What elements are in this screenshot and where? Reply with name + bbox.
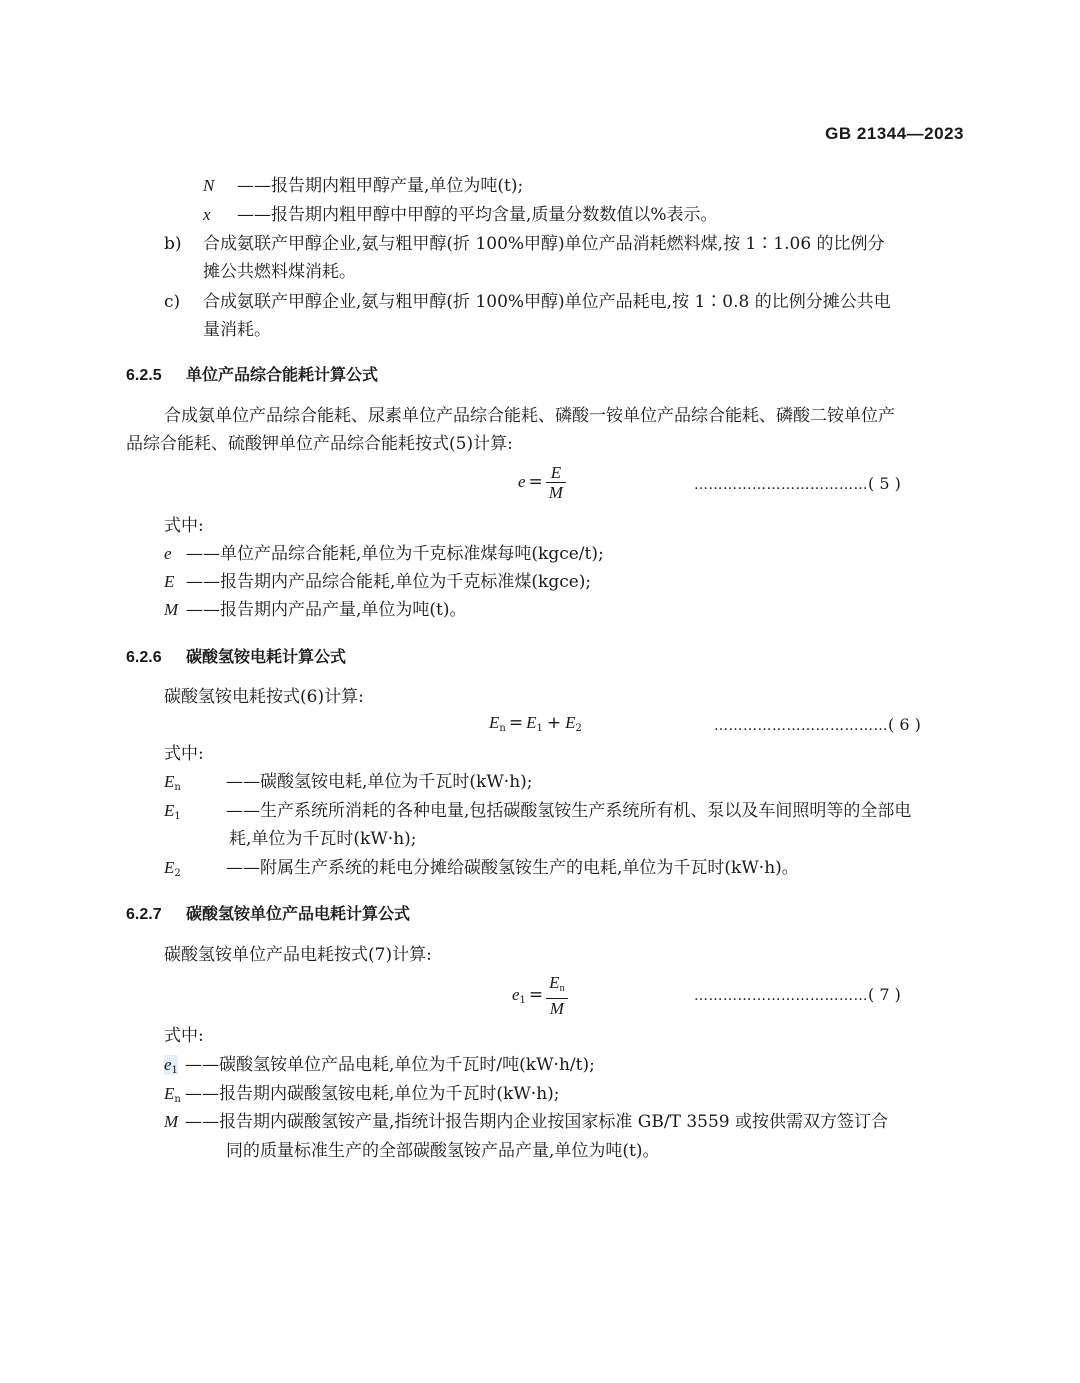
def-text: ——报告期内产品产量,单位为吨(t)。 — [186, 600, 467, 620]
section-number: 6.2.6 — [126, 649, 162, 666]
equation-number: ( 5 ) — [868, 474, 901, 493]
section-number: 6.2.5 — [126, 367, 162, 384]
formula-7: $e_1$ = $\frac{E_n}{M}$ — [512, 973, 568, 1018]
fraction-denominator: M — [548, 483, 563, 502]
fraction — [546, 973, 567, 1018]
def-text: ——附属生产系统的耗电分摊给碳酸氢铵生产的电耗,单位为千瓦时(kW·h)。 — [226, 858, 799, 878]
list-item-c-line1: 合成氨联产甲醇企业,氨与粗甲醇(折 100%甲醇)单位产品耗电,按 1∶0.8 的比例分摊公共电 — [203, 292, 891, 312]
def-row — [164, 1108, 178, 1136]
equation-number: ( 7 ) — [868, 985, 901, 1004]
list-item-b-label: b) — [164, 234, 182, 254]
def-symbol: E — [164, 772, 175, 791]
def-text: ——碳酸氢铵电耗,单位为千瓦时(kW·h); — [226, 772, 533, 792]
formula-lhs-subscript: n — [499, 723, 506, 734]
where-label: 式中: — [164, 1026, 204, 1046]
section-heading-6-2-5 — [126, 362, 378, 385]
section-heading-6-2-7 — [126, 901, 410, 924]
formula-5: e = $\frac{E}{M}$ — [518, 463, 566, 502]
def-symbol: e — [164, 544, 172, 563]
def-row — [164, 854, 181, 888]
def-symbol: E — [164, 858, 175, 877]
where-label: 式中: — [164, 744, 204, 764]
fraction — [546, 463, 566, 502]
list-item-c-line2: 量消耗。 — [203, 320, 271, 340]
def-symbol-subscript: 1 — [174, 811, 181, 822]
def-symbol: E — [164, 1084, 175, 1103]
section-heading-6-2-6 — [126, 644, 346, 667]
formula-term: E — [526, 713, 537, 732]
fraction-numerator: E — [549, 973, 560, 992]
def-symbol: E — [164, 801, 175, 820]
section-title: 碳酸氢铵单位产品电耗计算公式 — [186, 906, 411, 923]
def-text: ——报告期内碳酸氢铵产量,指统计报告期内企业按国家标准 GB/T 3559 或按供需双方签订合 — [185, 1112, 889, 1132]
equation-leader-7 — [694, 985, 901, 1004]
def-symbol-subscript: 2 — [174, 868, 181, 879]
equation-leader-5 — [694, 474, 901, 493]
def-text: ——报告期内粗甲醇产量,单位为吨(t); — [237, 176, 524, 196]
paragraph-line: 碳酸氢铵电耗按式(6)计算: — [164, 687, 364, 707]
equation-leader-6 — [714, 715, 921, 734]
def-symbol: M — [164, 600, 179, 619]
def-symbol: e — [164, 1055, 172, 1074]
formula-term-subscript: 2 — [575, 723, 582, 734]
paragraph-line: 品综合能耗、硫酸钾单位产品综合能耗按式(5)计算: — [126, 434, 513, 454]
formula-term: E — [565, 713, 576, 732]
formula-lhs-subscript: 1 — [519, 995, 526, 1006]
paragraph-line: 合成氨单位产品综合能耗、尿素单位产品综合能耗、磷酸一铵单位产品综合能耗、磷酸二铵单位产 — [164, 406, 895, 426]
def-symbol-subscript: n — [174, 1094, 181, 1105]
list-item-b-line2: 摊公共燃料煤消耗。 — [203, 262, 356, 282]
def-row-x — [203, 201, 718, 229]
formula-lhs: e — [518, 472, 526, 491]
formula-lhs: e — [512, 985, 520, 1004]
list-item-c-label: c) — [164, 292, 181, 312]
leader-dots: ……………………………… — [714, 718, 888, 734]
def-row — [164, 596, 467, 624]
paragraph-line: 碳酸氢铵单位产品电耗按式(7)计算: — [164, 945, 432, 965]
where-label: 式中: — [164, 516, 204, 536]
equation-number: ( 6 ) — [888, 715, 921, 734]
def-symbol: M — [164, 1112, 179, 1131]
def-symbol: E — [164, 572, 175, 591]
section-title: 单位产品综合能耗计算公式 — [186, 367, 379, 384]
formula-6: $E_n = E_1 + E_2$ — [489, 713, 582, 734]
def-text-continued: 耗,单位为千瓦时(kW·h); — [229, 829, 417, 849]
def-row-N — [203, 172, 523, 200]
def-row — [164, 568, 591, 596]
def-text: ——单位产品综合能耗,单位为千克标准煤每吨(kgce/t); — [186, 544, 604, 564]
section-title: 碳酸氢铵电耗计算公式 — [186, 649, 347, 666]
def-row — [164, 797, 181, 831]
def-symbol: N — [203, 176, 215, 195]
def-row — [164, 540, 604, 568]
def-text: ——报告期内粗甲醇中甲醇的平均含量,质量分数数值以%表示。 — [237, 205, 718, 225]
def-text: ——报告期内产品综合能耗,单位为千克标准煤(kgce); — [186, 572, 592, 592]
formula-term-subscript: 1 — [536, 723, 543, 734]
leader-dots: ……………………………… — [694, 477, 868, 493]
def-text: ——报告期内碳酸氢铵电耗,单位为千瓦时(kW·h); — [185, 1084, 560, 1104]
highlighted-symbol — [164, 1055, 178, 1075]
def-symbol-subscript: 1 — [171, 1065, 178, 1076]
leader-dots: ……………………………… — [694, 988, 868, 1004]
def-text: ——生产系统所消耗的各种电量,包括碳酸氢铵生产系统所有机、泵以及车间照明等的全部电 — [226, 801, 912, 821]
def-symbol: x — [203, 205, 211, 224]
fraction-denominator: M — [549, 999, 564, 1018]
def-text: ——碳酸氢铵单位产品电耗,单位为千瓦时/吨(kW·h/t); — [185, 1055, 595, 1075]
def-text-continued: 同的质量标准生产的全部碳酸氢铵产品产量,单位为吨(t)。 — [226, 1141, 660, 1161]
fraction-numerator-subscript: n — [559, 983, 565, 994]
list-item-b-line1: 合成氨联产甲醇企业,氨与粗甲醇(折 100%甲醇)单位产品消耗燃料煤,按 1∶1.06 的比例分 — [203, 234, 885, 254]
fraction-numerator: E — [546, 463, 566, 483]
standard-number: GB 21344—2023 — [825, 124, 964, 143]
formula-lhs: E — [489, 713, 500, 732]
section-number: 6.2.7 — [126, 906, 162, 923]
def-symbol-subscript: n — [174, 782, 181, 793]
